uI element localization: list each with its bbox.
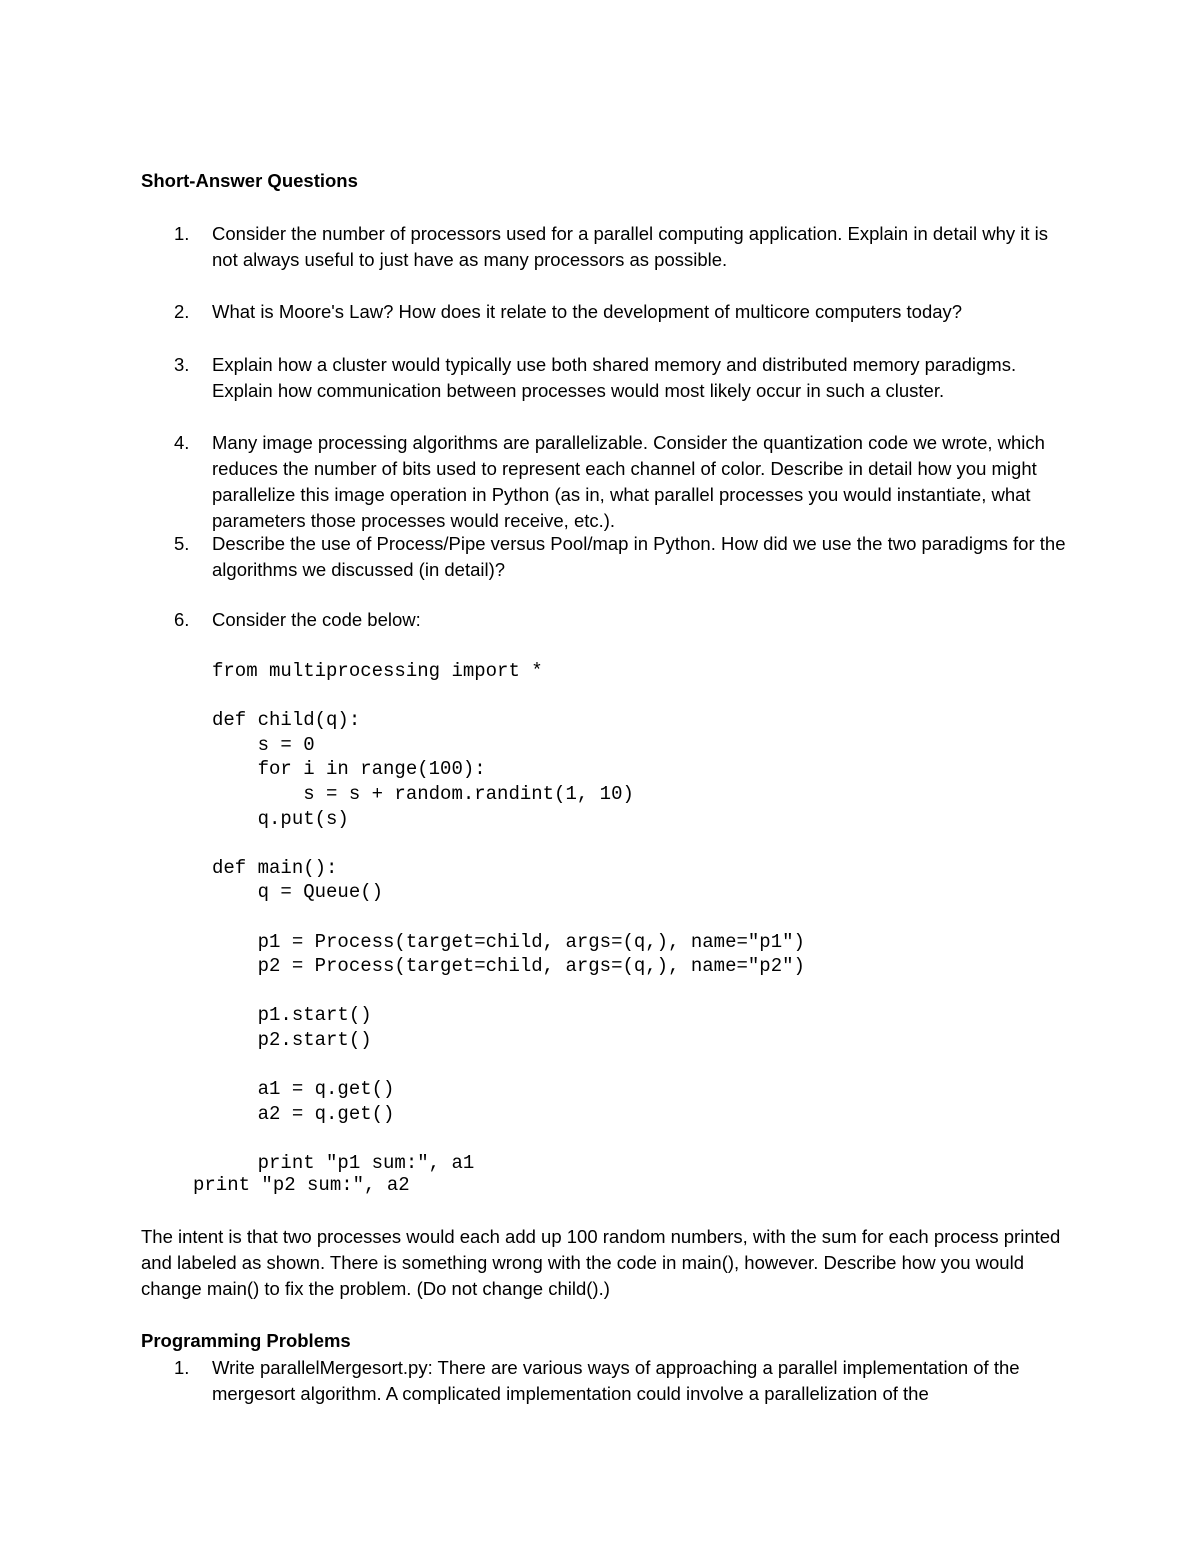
question-number: 4. bbox=[174, 432, 190, 453]
question-number: 5. bbox=[174, 533, 190, 554]
question-text: What is Moore's Law? How does it relate to the development of multicore computers today? bbox=[212, 301, 963, 322]
problem-number: 1. bbox=[174, 1357, 190, 1378]
code-block: from multiprocessing import * def child(q): s = 0 for i in range(100): s = s + random.randint(1, 10) q.put(s) def main(): q = Queue() p1 = Process(target=child, args=(q,), name="p1") p2 = Process(target=child, args=(q,), name="p2") p1.start() p2.start() a1 = q.get() a2 = q.get() print "p1 sum:", a1 bbox=[212, 660, 805, 1174]
problem-text: Write parallelMergesort.py: There are various ways of approaching a parallel implementation of the mergesort algorithm. A complicated implementation could involve a parallelization of the bbox=[212, 1357, 1020, 1404]
question-text: Many image processing algorithms are parallelizable. Consider the quantization code we wrote, which reduces the number of bits used to represent each channel of color. Describe in detail how you might parallelize this image operation in Python (as in, what parallel processes you would instantiate, what parameters those processes would receive, etc.). bbox=[212, 432, 1045, 531]
question-text: Describe the use of Process/Pipe versus Pool/map in Python. How did we use the two paradigms for the algorithms we discussed (in detail)? bbox=[212, 533, 1066, 580]
question-text: Consider the number of processors used for a parallel computing application. Explain in detail why it is not always useful to just have as many processors as possible. bbox=[212, 223, 1049, 270]
code-last-line: print "p2 sum:", a2 bbox=[193, 1174, 410, 1196]
question-number: 1. bbox=[174, 223, 190, 244]
question-number: 6. bbox=[174, 609, 190, 630]
question-number: 2. bbox=[174, 301, 190, 322]
question-text: Consider the code below: bbox=[212, 609, 421, 630]
intent-paragraph: The intent is that two processes would each add up 100 random numbers, with the sum for each process printed and labeled as shown. There is something wrong with the code in main(), however. Describe how you would change main() to fix the problem. (Do not change child().) bbox=[141, 1226, 1061, 1299]
question-number: 3. bbox=[174, 354, 190, 375]
question-text: Explain how a cluster would typically use both shared memory and distributed memory paradigms. Explain how communication between processes would most likely occur in such a cluster. bbox=[212, 354, 1017, 401]
short-answer-heading: Short-Answer Questions bbox=[141, 170, 358, 191]
programming-heading: Programming Problems bbox=[141, 1330, 351, 1351]
